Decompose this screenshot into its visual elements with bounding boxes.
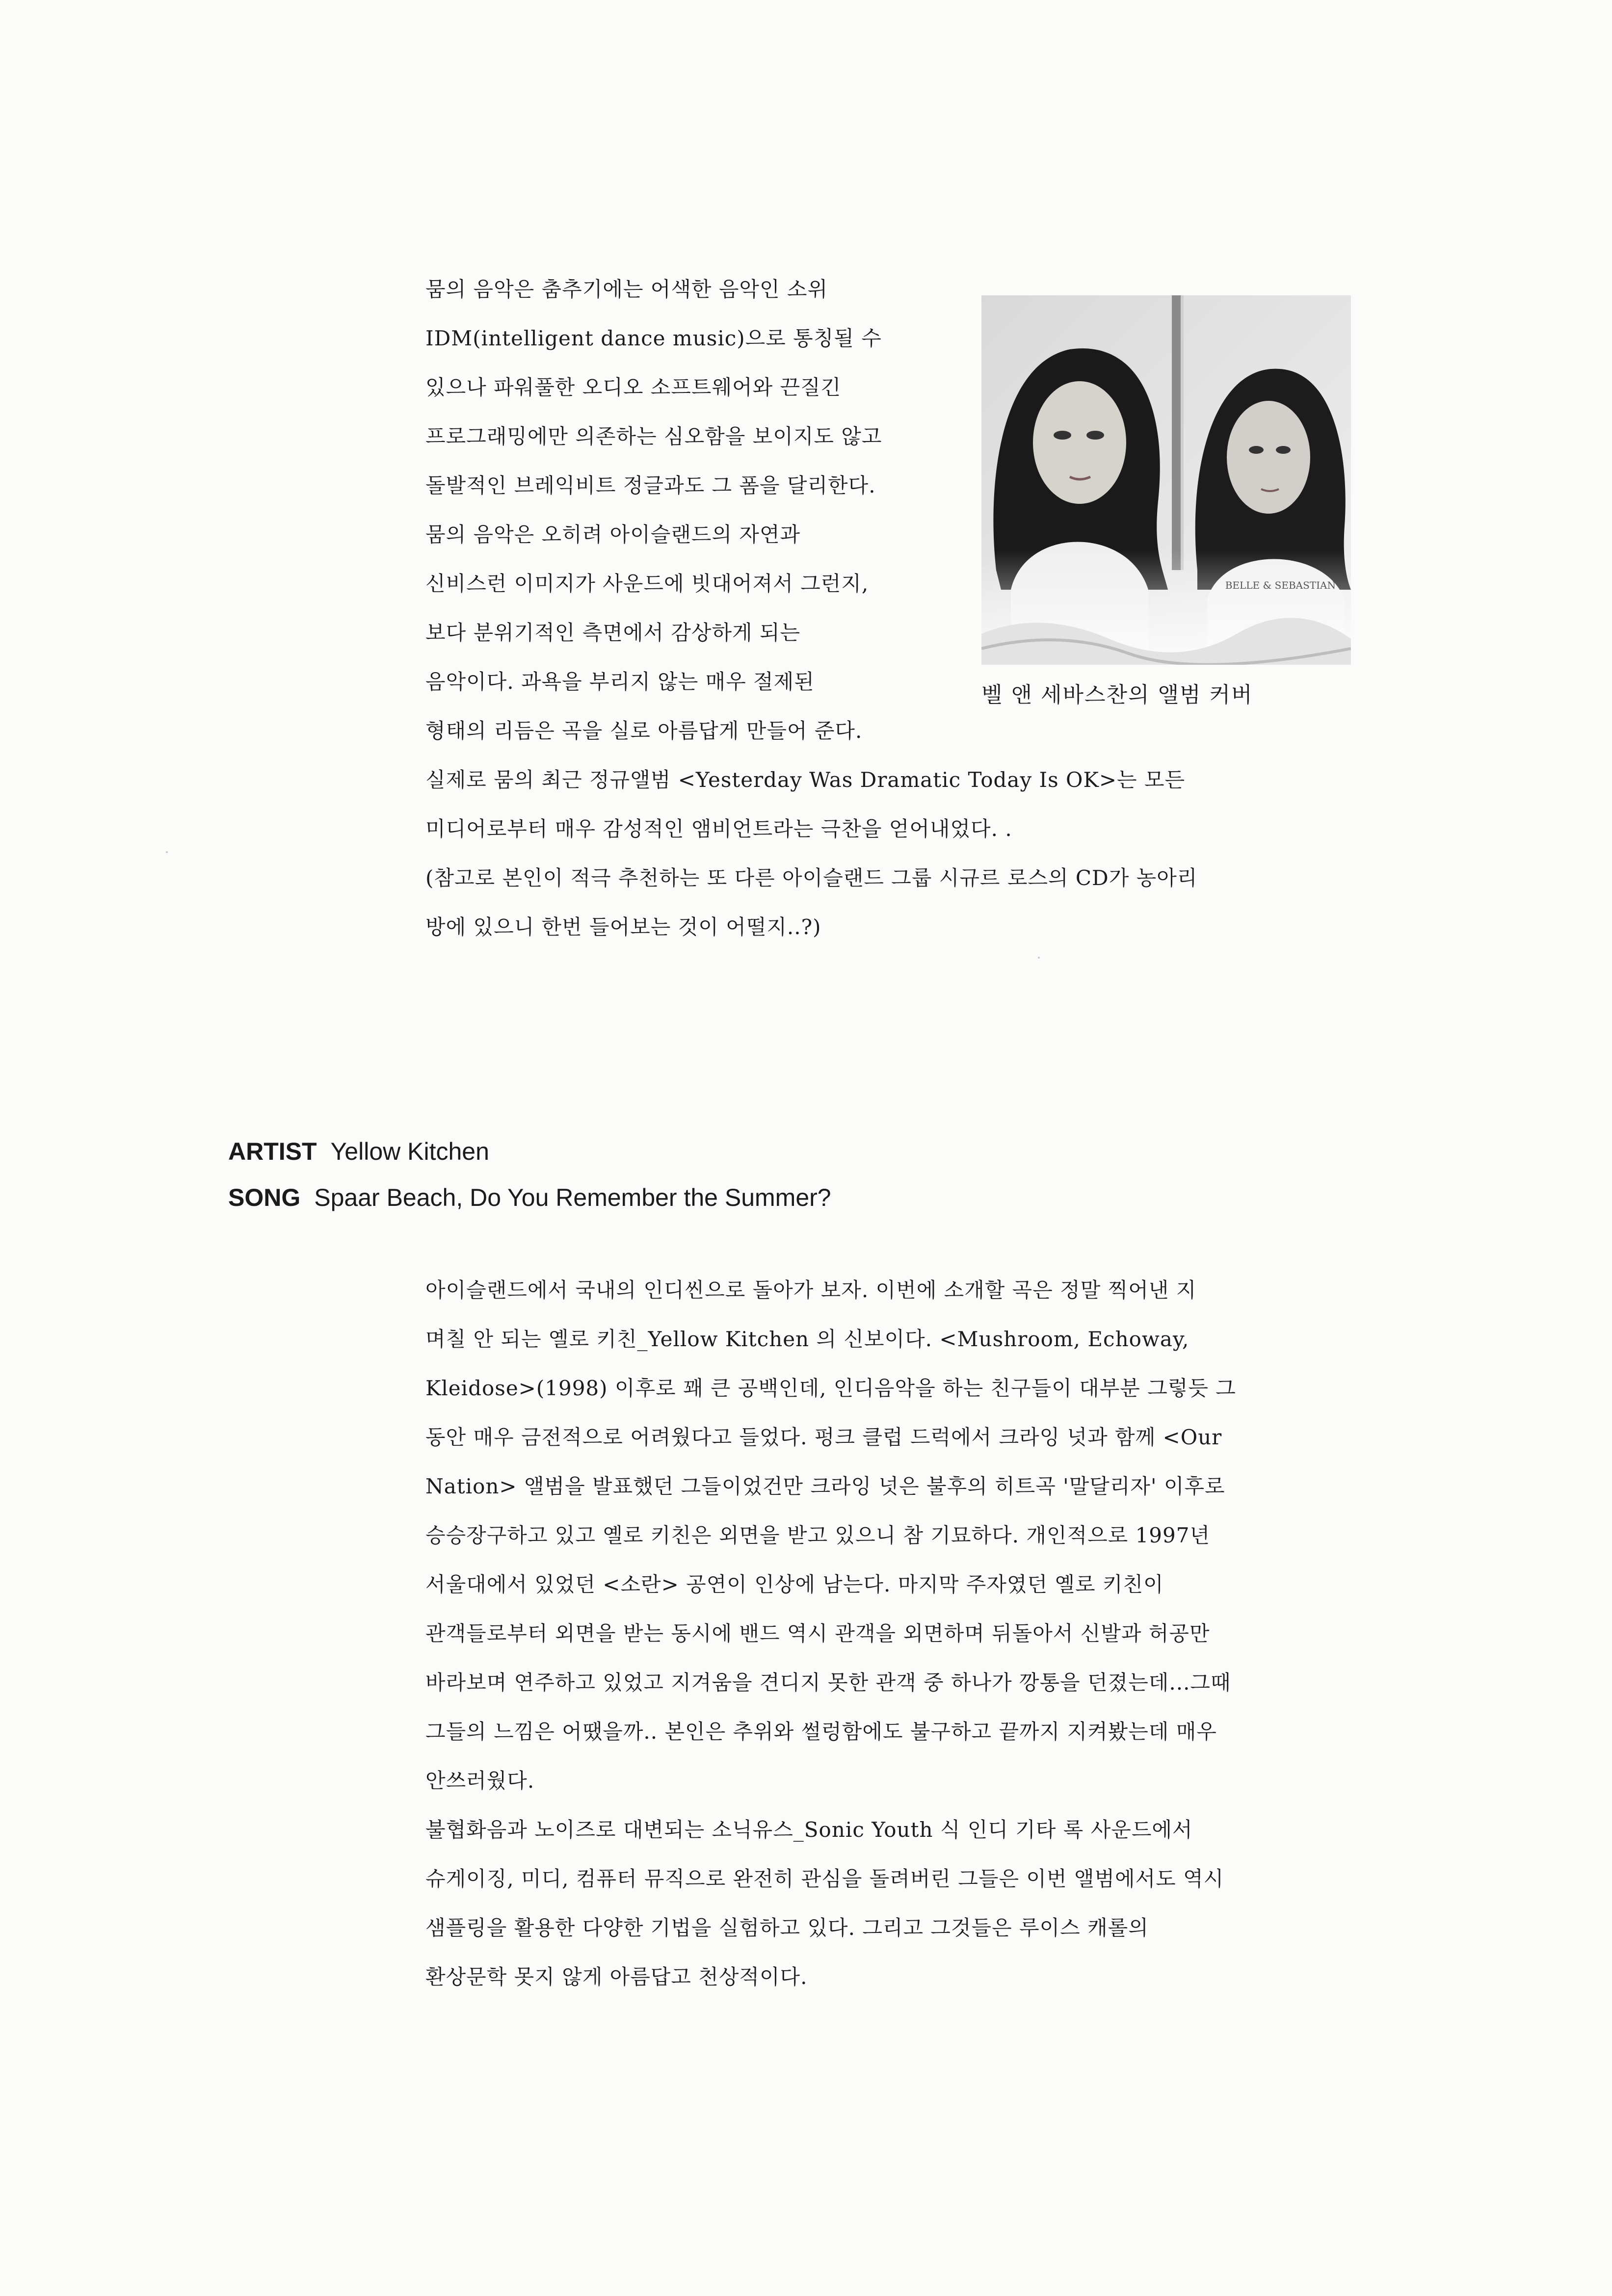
text-line: 실제로 뭄의 최근 정규앨범 <Yesterday Was Dramatic Today Is OK>는 모든 <box>425 768 1186 792</box>
scan-speck <box>1038 957 1040 959</box>
text-line: 동안 매우 금전적으로 어려웠다고 들었다. 펑크 클럽 드럭에서 크라잉 넛과 함께 <Our <box>425 1425 1222 1449</box>
text-line: 프로그래밍에만 의존하는 심오함을 보이지도 않고 <box>425 424 882 448</box>
song-label: SONG <box>228 1184 301 1211</box>
text-line: 뭄의 음악은 춤추기에는 어색한 음악인 소위 <box>425 277 828 301</box>
text-line: 승승장구하고 있고 옐로 키친은 외면을 받고 있으니 참 기묘하다. 개인적으로 1997년 <box>425 1523 1211 1547</box>
text-line: 형태의 리듬은 곡을 실로 아름답게 만들어 준다. <box>425 719 863 743</box>
text-line: 며칠 안 되는 옐로 키친_Yellow Kitchen 의 신보이다. <Mushroom, Echoway, <box>425 1327 1189 1351</box>
text-line: 아이슬랜드에서 국내의 인디씬으로 돌아가 보자. 이번에 소개할 곡은 정말 찍어낸 지 <box>425 1278 1197 1302</box>
text-line: 관객들로부터 외면을 받는 동시에 밴드 역시 관객을 외면하며 뒤돌아서 신발과 허공만 <box>425 1621 1210 1645</box>
text-line: 방에 있으니 한번 들어보는 것이 어떨지..?) <box>425 915 821 939</box>
text-line: 샘플링을 활용한 다양한 기법을 실험하고 있다. 그리고 그것들은 루이스 캐롤의 <box>425 1916 1149 1940</box>
album-cover-image <box>981 295 1351 665</box>
artist-name: Yellow Kitchen <box>330 1138 489 1165</box>
text-line: 돌발적인 브레익비트 정글과도 그 폼을 달리한다. <box>425 473 876 497</box>
text-line: 슈게이징, 미디, 컴퓨터 뮤직으로 완전히 관심을 돌려버린 그들은 이번 앨범에서도 역시 <box>425 1867 1224 1891</box>
text-line: Nation> 앨범을 발표했던 그들이었건만 크라잉 넛은 불후의 히트곡 '말달리자' 이후로 <box>425 1474 1225 1498</box>
entry-header <box>228 1128 831 1221</box>
text-line: 있으나 파워풀한 오디오 소프트웨어와 끈질긴 <box>425 375 842 399</box>
text-line: IDM(intelligent dance music)으로 통칭될 수 <box>425 326 882 350</box>
album-cover-caption: 벨 앤 세바스찬의 앨범 커버 <box>981 682 1253 707</box>
text-line: (참고로 본인이 적극 추천하는 또 다른 아이슬랜드 그룹 시규르 로스의 CD가 농아리 <box>425 866 1198 890</box>
text-line: 바라보며 연주하고 있었고 지겨움을 견디지 못한 관객 중 하나가 깡통을 던졌는데...그때 <box>425 1670 1231 1695</box>
mum-paragraph-full <box>425 756 1377 952</box>
text-line: 서울대에서 있었던 <소란> 공연이 인상에 남는다. 마지막 주자였던 옐로 키친이 <box>425 1572 1164 1596</box>
text-line: 그들의 느낌은 어땠을까.. 본인은 추위와 썰렁함에도 불구하고 끝까지 지켜봤는데 매우 <box>425 1720 1217 1744</box>
text-line: Kleidose>(1998) 이후로 꽤 큰 공백인데, 인디음악을 하는 친구들이 대부분 그렇듯 그 <box>425 1376 1236 1400</box>
text-line: 미디어로부터 매우 감성적인 앰비언트라는 극찬을 얻어내었다. . <box>425 817 1012 841</box>
text-line: 보다 분위기적인 측면에서 감상하게 되는 <box>425 621 801 645</box>
text-line: 음악이다. 과욕을 부리지 않는 매우 절제된 <box>425 670 815 694</box>
text-line: 뭄의 음악은 오히려 아이슬랜드의 자연과 <box>425 522 801 547</box>
scan-speck <box>166 851 168 853</box>
artist-label: ARTIST <box>228 1138 317 1165</box>
text-line: 환상문학 못지 않게 아름답고 천상적이다. <box>425 1965 808 1989</box>
album-cover-text: BELLE & SEBASTIAN <box>1225 579 1336 591</box>
artist-row <box>228 1128 831 1174</box>
album-cover-illustration <box>981 295 1351 665</box>
mum-paragraph-wrapped <box>425 265 985 756</box>
yellow-kitchen-section <box>425 1266 1377 2002</box>
text-line: 신비스런 이미지가 사운드에 빗대어져서 그런지, <box>425 572 869 596</box>
text-line: 불협화음과 노이즈로 대변되는 소닉유스_Sonic Youth 식 인디 기타 록 사운드에서 <box>425 1818 1193 1842</box>
song-title: Spaar Beach, Do You Remember the Summer? <box>314 1184 831 1211</box>
song-row <box>228 1174 831 1221</box>
text-line: 안쓰러웠다. <box>425 1769 535 1793</box>
